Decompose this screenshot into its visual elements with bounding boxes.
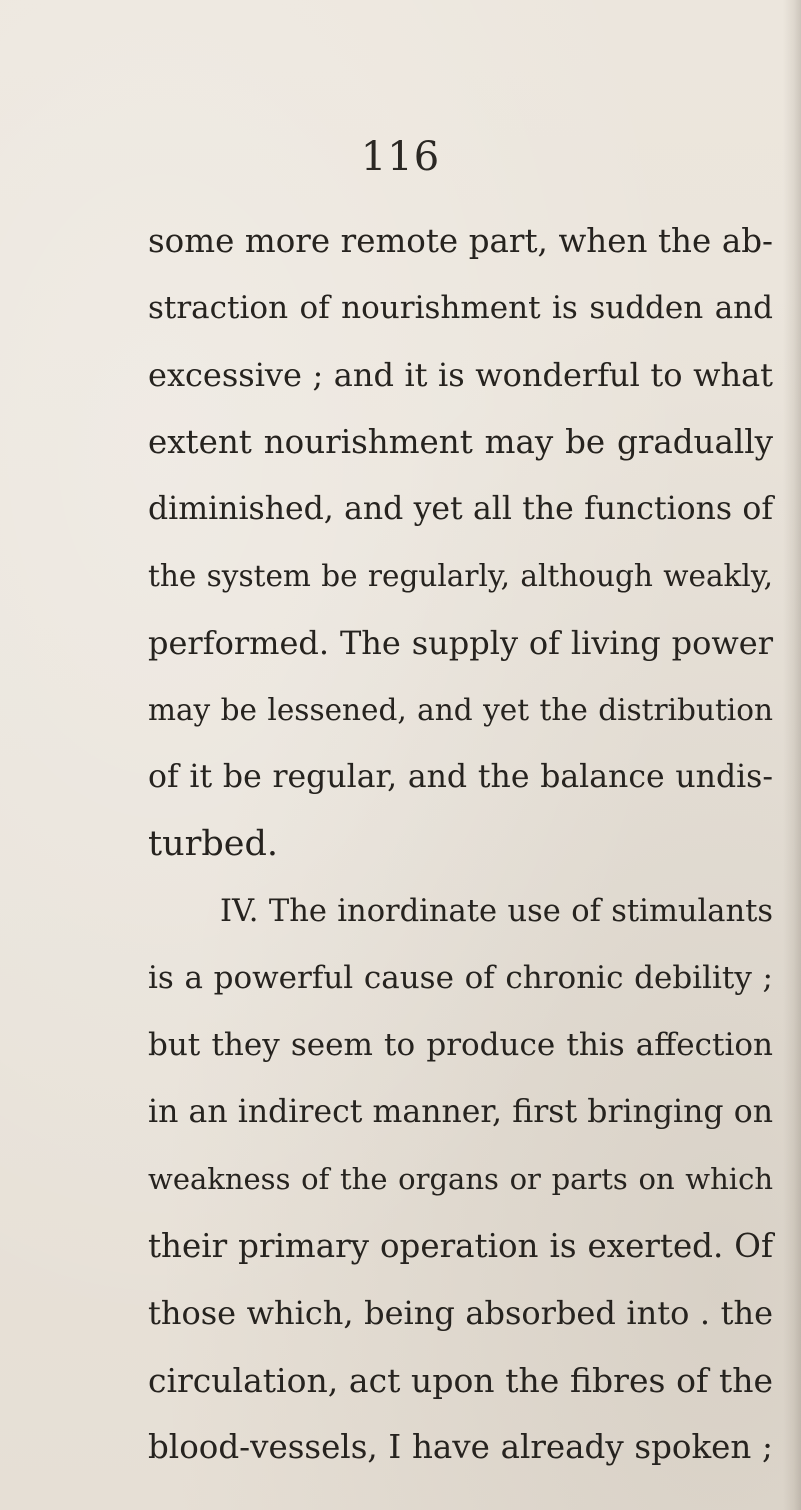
page-edge-shadow — [783, 0, 801, 1510]
text-line: straction of nourishment is sudden and — [148, 290, 773, 326]
text-line: extent nourishment may be gradually — [148, 423, 773, 461]
body-text — [148, 208, 773, 1481]
text-line: but they seem to produce this affection — [148, 1027, 773, 1063]
text-line: their primary operation is exerted. Of — [148, 1227, 773, 1265]
text-line: blood-vessels, I have already spoken ; — [148, 1428, 773, 1466]
text-line: performed. The supply of living power — [148, 624, 773, 662]
paragraph-start-line: IV. The inordinate use of stimulants — [220, 894, 773, 929]
text-line: those which, being absorbed into . the — [148, 1294, 773, 1332]
page-number: 116 — [360, 134, 441, 180]
text-line: diminished, and yet all the functions of — [148, 491, 773, 527]
text-line: is a powerful cause of chronic debility ; — [148, 960, 773, 996]
text-line: some more remote part, when the ab- — [148, 222, 773, 260]
text-line: circulation, act upon the fibres of the — [148, 1361, 773, 1400]
text-line: weakness of the organs or parts on which — [148, 1162, 773, 1196]
text-line: in an indirect manner, first bringing on — [148, 1094, 773, 1130]
text-line: of it be regular, and the balance undis- — [148, 759, 773, 795]
text-line: the system be regularly, although weakly, — [148, 559, 773, 593]
paragraph-end-line: turbed. — [148, 824, 278, 864]
text-line: excessive ; and it is wonderful to what — [148, 356, 773, 394]
text-line: may be lessened, and yet the distribution — [148, 693, 773, 727]
